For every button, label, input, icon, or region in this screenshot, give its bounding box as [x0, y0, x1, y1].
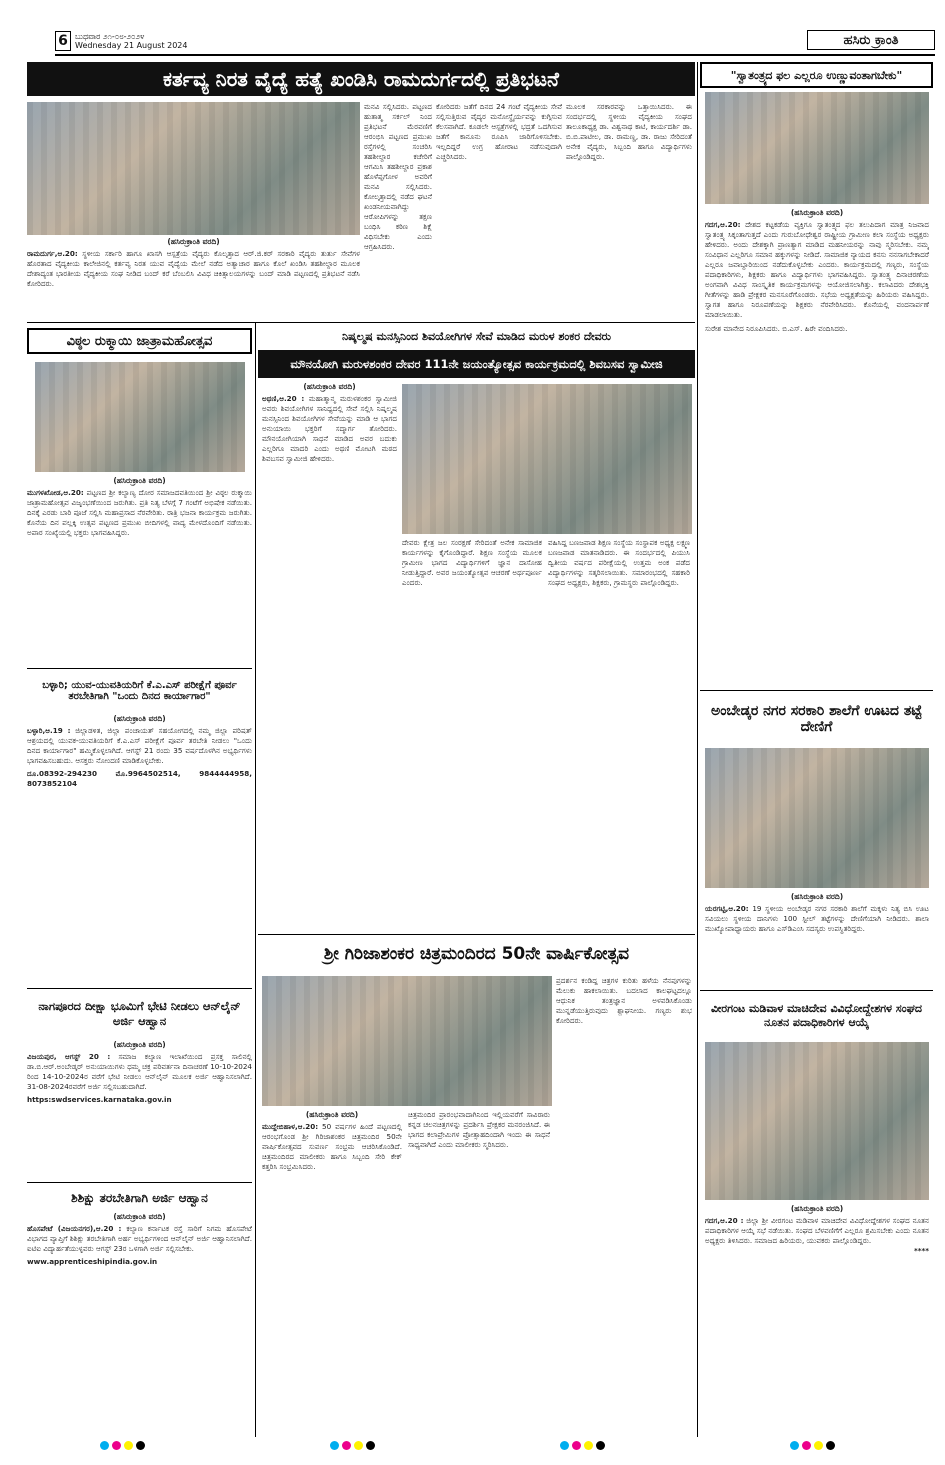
exam-dateline: ಬಳ್ಳಾರಿ,ಆ.19 :	[27, 726, 71, 735]
magenta-mark	[802, 1441, 811, 1450]
shiva-text-col2	[402, 538, 542, 930]
magenta-mark	[342, 1441, 351, 1450]
cyan-mark	[100, 1441, 109, 1450]
exam-headline: ಬಳ್ಳಾರಿ; ಯುವ-ಯುವತಿಯರಿಗೆ ಕೆ.ಎ.ಎಸ್ ಪರೀಕ್ಷೆಗೆ ಪೂರ್ವ ತರಬೇತಿಗಾಗಿ "ಒಂದು ದಿನದ ಕಾರ್ಯಾಗಾರ"	[42, 680, 237, 702]
section-rule-5	[258, 934, 695, 935]
online-body: ಸಮಾಜ ಕಲ್ಯಾಣ ಇಲಾಖೆಯಿಂದ ಪ್ರಸಕ್ತ ಸಾಲಿನಲ್ಲಿ ಡಾ.ಬಿ.ಆರ್.ಅಂಬೇಡ್ಕರ್ ಅನುಯಾಯಿಗಳು ಧಮ್ಮ ಚಕ್ರ ಪರಿವರ್ತನಾ ದಿನಾಚರಣೆ 10-10-2024 ರಿಂದ 14-10-2024ರ ವರೆಗೆ ಭೇಟಿ ನೀಡಲು ಆನ್‌ಲೈನ್ ಮೂಲಕ ಅರ್ಜಿ ಆಹ್ವಾನಿಸಲಾಗಿದೆ. 31-08-2024ರವರೆಗೆ ಅರ್ಜಿ ಸಲ್ಲಿಸಬಹುದಾಗಿದೆ.	[27, 1052, 252, 1091]
lead-text-col2	[364, 102, 432, 318]
online-dateline: ವಿಜಯಪುರ, ಆಗಸ್ಟ್ 20 :	[27, 1052, 111, 1061]
registration-marks-mid-left	[330, 1441, 375, 1450]
magenta-mark	[572, 1441, 581, 1450]
lead-photo	[27, 102, 360, 235]
yellow-mark	[584, 1441, 593, 1450]
registration-marks-left	[100, 1441, 145, 1450]
shiva-kicker: ನಿಷ್ಕಲ್ಮಷ ಮನಸ್ಸಿನಿಂದ ಶಿವಯೋಗಿಗಳ ಸೇವೆ ಮಾಡಿದ ಮರುಳ ಶಂಕರ ದೇವರು	[341, 330, 611, 343]
vittala-text	[27, 476, 252, 666]
yellow-mark	[814, 1441, 823, 1450]
header-rule	[55, 54, 935, 56]
date-kannada: ಬುಧವಾರ ೨೧-೦೮-೨೦೨೪	[75, 32, 145, 41]
lead-text-col3	[436, 102, 562, 318]
right-top-dateline: ಗದಗ,ಆ.20:	[705, 220, 741, 229]
training-headline: ಶಿಶಿಕ್ಷು ತರಬೇತಿಗಾಗಿ ಅರ್ಜಿ ಆಹ್ವಾನ	[71, 1190, 208, 1205]
cyan-mark	[790, 1441, 799, 1450]
ambedkar-dateline: ಯರಗಟ್ಟಿ,ಆ.20:	[705, 904, 749, 913]
black-mark	[366, 1441, 375, 1450]
cinema-text-col3	[556, 976, 692, 1436]
online-url[interactable]: https:swdservices.karnataka.gov.in	[27, 1095, 172, 1104]
cinema-headline: ಶ್ರೀ ಗಿರಿಜಾಶಂಕರ ಚಿತ್ರಮಂದಿರದ 50ನೇ ವಾರ್ಷಿಕೋತ್ಸವ	[323, 944, 630, 964]
shiva-dateline: ಅಥಣಿ,ಆ.20 :	[262, 394, 305, 403]
section-rule-6	[700, 690, 933, 691]
training-body: ಕಲ್ಯಾಣ ಕರ್ನಾಟಕ ರಸ್ತೆ ಸಾರಿಗೆ ನಿಗಮ ಹೊಸಪೇಟೆ ವಿಭಾಗದ ವ್ಯಾಪ್ತಿಗೆ ಶಿಶಿಕ್ಷು ತರಬೇತಿಗಾಗಿ ಅರ್ಹ ಅಭ್ಯರ್ಥಿಗಳಿಂದ ಆನ್‌ಲೈನ್ ಅರ್ಜಿ ಆಹ್ವಾನಿಸಲಾಗಿದೆ. ಐಟಿಐ ವಿದ್ಯಾರ್ಹತೆಯುಳ್ಳವರು ಆಗಸ್ಟ್ 23ರ ಒಳಗಾಗಿ ಅರ್ಜಿ ಸಲ್ಲಿಸಬೇಕು.	[27, 1224, 252, 1253]
cinema-dateline: ಮುದ್ದೇಬಿಹಾಳ,ಆ.20:	[262, 1122, 319, 1131]
paper-name: ಹಸಿರು ಕ್ರಾಂತಿ	[807, 30, 935, 50]
vittala-dateline: ಮುಗಳಖೋಡ,ಆ.20:	[27, 488, 84, 497]
training-url[interactable]: www.apprenticeshipindia.gov.in	[27, 1257, 158, 1266]
training-byline: (ಹಸಿರುಕ್ರಾಂತಿ ವರದಿ)	[113, 1212, 166, 1221]
ambedkar-byline: (ಹಸಿರುಕ್ರಾಂತಿ ವರದಿ)	[790, 892, 844, 901]
society-body: ಜಿಲ್ಲಾ ಶ್ರೀ ವೀರಗಂಟ ಮಡಿವಾಳ ಮಾಚಿದೇವ ವಿವಿಧೋದ್ದೇಶಗಳ ಸಂಘದ ನೂತನ ಪದಾಧಿಕಾರಿಗಳ ಆಯ್ಕೆ ಸಭೆ ನಡೆಯಿತು. ಸಂಘದ ಬೆಳವಣಿಗೆಗೆ ಎಲ್ಲರೂ ಶ್ರಮಿಸಬೇಕು ಎಂದು ನೂತನ ಅಧ್ಯಕ್ಷರು ತಿಳಿಸಿದರು. ಸಮಾಜದ ಹಿರಿಯರು, ಯುವಕರು ಪಾಲ್ಗೊಂಡಿದ್ದರು.	[705, 1216, 929, 1245]
society-dateline: ಗದಗ,ಆ.20 :	[705, 1216, 744, 1225]
exam-text	[27, 714, 252, 986]
registration-marks-mid-right	[560, 1441, 605, 1450]
lead-body-3: ಕೋರಿದರು ಜತೆಗೆ ದಿನದ 24 ಗಂಟೆ ವೈದ್ಯಕೀಯ ಸೇವೆ ಸಲ್ಲಿಸುತ್ತಿರುವ ವೈದ್ಯರ ಮನೋಸ್ಥೈರ್ಯವನ್ನು ಕುಗ್ಗಿಸುವ ಕೆಲಸವಾಗಿದೆ. ಕೂಡಲೇ ಆಸ್ಪತ್ರೆಗಳಲ್ಲಿ ಭದ್ರತೆ ಒದಗಿಸುವ ಜತೆಗೆ ಕಾನೂನು ರೂಪಿಸಿ ಜಾರಿಗೊಳಿಸಬೇಕು. ಇಲ್ಲದಿದ್ದರೆ ಉಗ್ರ ಹೋರಾಟ ನಡೆಸುವುದಾಗಿ ಎಚ್ಚರಿಸಿದರು.	[436, 102, 562, 161]
section-rule-2	[27, 668, 252, 669]
vittala-body: ಪಟ್ಟಣದ ಶ್ರೀ ಕಲ್ಯಾಣ್ಯ ದೋರ ಸಮಾಜದವತಿಯಿಂದ ಶ್ರೀ ವಿಠ್ಠಲ ರುಕ್ಮಾಯಿ ಜಾತ್ರಾಮಹೋತ್ಸವ ವಿಜೃಂಭಣೆಯಿಂದ ಜರುಗಿತು. ಪ್ರತಿ ನಿತ್ಯ ಬೆಳಗ್ಗೆ 7 ಗಂಟೆಗೆ ಅಭಿಷೇಕ ನಡೆಯಿತು. ದಿನಕ್ಕೆ ಎರಡು ಬಾರಿ ಪೂಜೆ ಸಲ್ಲಿಸಿ ಮಹಾಪ್ರಸಾದ ನೆರವೇರಿತು. ರಾತ್ರಿ ಭಜನಾ ಕಾರ್ಯಕ್ರಮ ಜರುಗಿತು. ಕೊನೆಯ ದಿನ ಪಲ್ಲಕ್ಕಿ ಉತ್ಸವ ಪಟ್ಟಣದ ಪ್ರಮುಖ ಬೀದಿಗಳಲ್ಲಿ ವಾದ್ಯ ಮೇಳದೊಂದಿಗೆ ನಡೆಯಿತು. ಅಪಾರ ಸಂಖ್ಯೆಯಲ್ಲಿ ಭಕ್ತರು ಭಾಗವಹಿಸಿದ್ದರು.	[27, 488, 252, 537]
lead-dateline: ರಾಮದುರ್ಗ,ಆ.20:	[27, 249, 78, 258]
lead-text-left	[27, 237, 360, 319]
society-text	[705, 1204, 929, 1434]
ambedkar-headline: ಅಂಬೇಡ್ಕರ ನಗರ ಸರಕಾರಿ ಶಾಲೆಗೆ ಊಟದ ತಟ್ಟೆ ದೇಣಿಗೆ	[710, 703, 922, 735]
right-top-headline: "ಸ್ವಾತಂತ್ರ್ಯದ ಫಲ ಎಲ್ಲರೂ ಉಣ್ಣುವಂತಾಗಬೇಕು"	[700, 62, 933, 88]
training-text	[27, 1212, 252, 1434]
date-english: Wednesday 21 August 2024	[75, 41, 188, 50]
shiva-text-col1	[262, 382, 397, 852]
lead-body-2: ಮನವಿ ಸಲ್ಲಿಸಿದರು. ಪಟ್ಟಣದ ಹುತಾತ್ಮ ಸರ್ಕಲ್ ನಿಂದ ಪ್ರತಿಭಟನೆ ಮೆರವಣಿಗೆ ಆರಂಭಿಸಿ ಪಟ್ಟಣದ ಪ್ರಮುಖ ರಸ್ತೆಗಳಲ್ಲಿ ಸಂಚರಿಸಿ ತಹಶೀಲ್ದಾರ ಕಚೇರಿಗೆ ಆಗಮಿಸಿ ತಹಶೀಲ್ದಾರ ಪ್ರಕಾಶ ಹೊಳೆಪ್ಪಗೋಳ ಅವರಿಗೆ ಮನವಿ ಸಲ್ಲಿಸಿದರು. ಕೋಲ್ಕತ್ತಾದಲ್ಲಿ ನಡೆದ ಘಟನೆ ಖಂಡನೀಯವಾಗಿದ್ದು ಆರೋಪಿಗಳನ್ನು ತಕ್ಷಣ ಬಂಧಿಸಿ ಕಠಿಣ ಶಿಕ್ಷೆ ವಿಧಿಸಬೇಕು ಎಂದು ಆಗ್ರಹಿಸಿದರು.	[364, 102, 432, 251]
cinema-text-col2	[408, 1110, 550, 1435]
cinema-body-2: ಚಿತ್ರಮಂದಿರ ಪ್ರಾರಂಭವಾದಾಗಿನಿಂದ ಇಲ್ಲಿಯವರೆಗೆ ಸಾವಿರಾರು ಕನ್ನಡ ಚಲನಚಿತ್ರಗಳನ್ನು ಪ್ರದರ್ಶಿಸಿ ಪ್ರೇಕ್ಷಕರ ಮನರಂಜಿಸಿದೆ. ಈ ಭಾಗದ ಕಲಾಪ್ರೇಮಿಗಳ ಪ್ರೋತ್ಸಾಹದಿಂದಾಗಿ ಇಂದು ಈ ಸಾಧನೆ ಸಾಧ್ಯವಾಗಿದೆ ಎಂದು ಮಾಲೀಕರು ಸ್ಮರಿಸಿದರು.	[408, 1110, 550, 1149]
left-column-rule	[255, 322, 256, 1437]
vittala-photo	[35, 362, 245, 472]
cinema-photo	[262, 976, 552, 1106]
lead-headline: ಕರ್ತವ್ಯ ನಿರತ ವೈದ್ಯೆ ಹತ್ಯೆ ಖಂಡಿಸಿ ರಾಮದುರ್ಗದಲ್ಲಿ ಪ್ರತಿಭಟನೆ	[27, 62, 695, 96]
cyan-mark	[560, 1441, 569, 1450]
date-line	[75, 32, 275, 50]
online-headline: ನಾಗಪೂರದ ದೀಕ್ಷಾ ಭೂಮಿಗೆ ಭೇಟಿ ನೀಡಲು ಆನ್‌ಲೈನ್ ಅರ್ಜಿ ಆಹ್ವಾನ	[38, 999, 241, 1028]
right-top-footer: ಸುರೇಶ ಮಾನೇದ ನಿರೂಪಿಸಿದರು. ಬಿ.ಎಸ್. ಹಿರೇ ವಂದಿಸಿದರು.	[705, 324, 848, 333]
training-dateline: ಹೊಸಪೇಟೆ (ವಿಜಯನಗರ),ಆ.20 :	[27, 1224, 122, 1233]
online-text	[27, 1040, 252, 1178]
shiva-text-col3	[548, 538, 690, 930]
shiva-photo	[402, 384, 692, 534]
black-mark	[136, 1441, 145, 1450]
right-top-byline: (ಹಸಿರುಕ್ರಾಂತಿ ವರದಿ)	[790, 208, 844, 217]
cinema-body-3: ಪ್ರದರ್ಶನ ಕಂಡಿದ್ದ ಚಿತ್ರಗಳ ಕುರಿತು ಹಳೆಯ ನೆನಪುಗಳನ್ನು ಮೆಲುಕು ಹಾಕಲಾಯಿತು. ಬದಲಾದ ಕಾಲಘಟ್ಟದಲ್ಲೂ ಆಧುನಿಕ ತಂತ್ರಜ್ಞಾನ ಅಳವಡಿಸಿಕೊಂಡು ಮುನ್ನಡೆಯುತ್ತಿರುವುದು ಶ್ಲಾಘನೀಯ. ಗಣ್ಯರು ಶುಭ ಕೋರಿದರು.	[556, 976, 692, 1025]
right-column-rule	[697, 62, 698, 1437]
cinema-byline: (ಹಸಿರುಕ್ರಾಂತಿ ವರದಿ)	[305, 1110, 359, 1119]
cyan-mark	[330, 1441, 339, 1450]
right-top-photo	[705, 92, 929, 204]
cinema-body-1: 50 ವರ್ಷಗಳ ಹಿಂದೆ ಪಟ್ಟಣದಲ್ಲಿ ಆರಂಭಗೊಂಡ ಶ್ರೀ ಗಿರಿಜಾಶಂಕರ ಚಿತ್ರಮಂದಿರ 50ನೇ ವಾರ್ಷಿಕೋತ್ಸವದ ಸುವರ್ಣ ಸಂಭ್ರಮ ಆಚರಿಸಿಕೊಂಡಿದೆ. ಚಿತ್ರಮಂದಿರದ ಮಾಲೀಕರು ಹಾಗೂ ಸಿಬ್ಬಂದಿ ಸೇರಿ ಕೇಕ್ ಕತ್ತರಿಸಿ ಸಂಭ್ರಮಿಸಿದರು.	[262, 1122, 402, 1171]
society-headline: ವೀರಗಂಟ ಮಡಿವಾಳ ಮಾಚಿದೇವ ವಿವಿಧೋದ್ದೇಶಗಳ ಸಂಘದ ನೂತನ ಪದಾಧಿಕಾರಿಗಳ ಆಯ್ಕೆ	[711, 1002, 922, 1029]
exam-body: ಜಿಲ್ಲಾಡಳಿತ, ಜಿಲ್ಲಾ ಪಂಚಾಯತ್ ಸಹಯೋಗದಲ್ಲಿ ನಮ್ಮ ಜಿಲ್ಲಾ ಪರಿಷತ್ ಆಶ್ರಯದಲ್ಲಿ ಯುವಕ-ಯುವತಿಯರಿಗೆ ಕೆ.ಎ.ಎಸ್ ಪರೀಕ್ಷೆಗೆ ಪೂರ್ವ ತರಬೇತಿ ನೀಡಲು "ಒಂದು ದಿನದ ಕಾರ್ಯಾಗಾರ" ಹಮ್ಮಿಕೊಳ್ಳಲಾಗಿದೆ. ಆಗಸ್ಟ್ 21 ರಂದು 35 ವರ್ಷದೊಳಗಿನ ಅಭ್ಯರ್ಥಿಗಳು ಭಾಗವಹಿಸಬಹುದು. ಆಸಕ್ತರು ನೋಂದಣಿ ಮಾಡಿಕೊಳ್ಳಬೇಕು.	[27, 726, 252, 765]
society-byline: (ಹಸಿರುಕ್ರಾಂತಿ ವರದಿ)	[790, 1204, 844, 1213]
magenta-mark	[112, 1441, 121, 1450]
shiva-byline: (ಹಸಿರುಕ್ರಾಂತಿ ವರದಿ)	[303, 382, 356, 391]
section-rule-4	[27, 1182, 252, 1183]
black-mark	[596, 1441, 605, 1450]
page-header	[55, 30, 935, 52]
section-rule-7	[700, 990, 933, 991]
lead-byline: (ಹಸಿರುಕ್ರಾಂತಿ ವರದಿ)	[167, 237, 220, 246]
cinema-text-col1	[262, 1110, 402, 1435]
vittala-byline: (ಹಸಿರುಕ್ರಾಂತಿ ವರದಿ)	[113, 476, 166, 485]
right-top-body: ದೇಶದ ಕಟ್ಟಕಡೆಯ ವ್ಯಕ್ತಿಗೂ ಸ್ವಾತಂತ್ರ್ಯದ ಫಲ ತಲುಪಿದಾಗ ಮಾತ್ರ ನಿಜವಾದ ಸ್ವಾತಂತ್ರ್ಯ ಸಿಕ್ಕಂತಾಗುತ್ತದೆ ಎಂದು ಗುರುಬೋಧೇಶ್ವರ ರಾಷ್ಟ್ರೀಯ ಗ್ರಾಮೀಣ ಕಲಾ ಸಂಸ್ಥೆಯ ಅಧ್ಯಕ್ಷರು ಹೇಳಿದರು. ಅಂದು ದೇಶಕ್ಕಾಗಿ ಪ್ರಾಣತ್ಯಾಗ ಮಾಡಿದ ಮಹನೀಯರನ್ನು ನಾವು ಸ್ಮರಿಸಬೇಕು. ನಮ್ಮ ಸಂವಿಧಾನ ಎಲ್ಲರಿಗೂ ಸಮಾನ ಹಕ್ಕುಗಳನ್ನು ನೀಡಿದೆ. ಸಾಮಾಜಿಕ ನ್ಯಾಯದ ಕನಸು ನನಸಾಗಬೇಕಾದರೆ ಎಲ್ಲರೂ ಜವಾಬ್ದಾರಿಯಿಂದ ನಡೆದುಕೊಳ್ಳಬೇಕು ಎಂದರು. ಕಾರ್ಯಕ್ರಮದಲ್ಲಿ ಗಣ್ಯರು, ಸಂಸ್ಥೆಯ ಪದಾಧಿಕಾರಿಗಳು, ಶಿಕ್ಷಕರು ಹಾಗೂ ವಿದ್ಯಾರ್ಥಿಗಳು ಭಾಗವಹಿಸಿದ್ದರು. ಸ್ವಾತಂತ್ರ್ಯ ದಿನಾಚರಣೆಯ ಅಂಗವಾಗಿ ವಿವಿಧ ಸಾಂಸ್ಕೃತಿಕ ಕಾರ್ಯಕ್ರಮಗಳನ್ನು ಆಯೋಜಿಸಲಾಗಿತ್ತು. ಕಲಾವಿದರು ದೇಶಭಕ್ತಿ ಗೀತೆಗಳನ್ನು ಹಾಡಿ ಪ್ರೇಕ್ಷಕರ ಮನಸೂರೆಗೊಂಡರು. ಸಭೆಯ ಅಧ್ಯಕ್ಷತೆಯನ್ನು ಹಿರಿಯರು ವಹಿಸಿದ್ದರು. ಸ್ವಾಗತ ಹಾಗೂ ನಿರೂಪಣೆಯನ್ನು ಶಿಕ್ಷಕರು ನೆರವೇರಿಸಿದರು. ಕೊನೆಯಲ್ಲಿ ವಂದನಾರ್ಪಣೆ ಮಾಡಲಾಯಿತು.	[705, 220, 929, 319]
ambedkar-body: 19 ಸ್ಥಳೀಯ ಅಂಬೇಡ್ಕರ ನಗರ ಸರಕಾರಿ ಶಾಲೆಗೆ ಮಕ್ಕಳು ನಿತ್ಯ ಬಿಸಿ ಊಟ ಸವಿಯಲು ಸ್ಥಳೀಯ ದಾನಿಗಳು 100 ಸ್ಟೀಲ್ ತಟ್ಟೆಗಳನ್ನು ದೇಣಿಗೆಯಾಗಿ ನೀಡಿದರು. ಶಾಲಾ ಮುಖ್ಯೋಪಾಧ್ಯಾಯರು ಹಾಗೂ ಎಸ್‌ಡಿಎಂಸಿ ಸದಸ್ಯರು ಉಪಸ್ಥಿತರಿದ್ದರು.	[705, 904, 929, 933]
yellow-mark	[124, 1441, 133, 1450]
ambedkar-text	[705, 892, 929, 986]
lead-text-col4	[566, 102, 692, 318]
page-number: 6	[55, 31, 71, 51]
exam-phone: ದೂ.08392-294230 ಮೊ.9964502514, 9844444958, 8073852104	[27, 769, 252, 788]
section-rule-1	[27, 322, 695, 323]
shiva-body-2: ದೇವರು ಕ್ಷೇತ್ರ ಜಲ ಸಂರಕ್ಷಣೆ ಸೇರಿದಂತೆ ಅನೇಕ ಸಾಮಾಜಿಕ ಕಾರ್ಯಗಳನ್ನು ಕೈಗೊಂಡಿದ್ದಾರೆ. ಶಿಕ್ಷಣ ಸಂಸ್ಥೆಯ ಮೂಲಕ ಗ್ರಾಮೀಣ ಭಾಗದ ವಿದ್ಯಾರ್ಥಿಗಳಿಗೆ ಜ್ಞಾನ ದಾಸೋಹ ನೀಡುತ್ತಿದ್ದಾರೆ. ಅವರ ಜಯಂತ್ಯೋತ್ಸವ ಆಚರಣೆ ಅರ್ಥಪೂರ್ಣ ಎಂದರು.	[402, 538, 542, 587]
online-byline: (ಹಸಿರುಕ್ರಾಂತಿ ವರದಿ)	[113, 1040, 166, 1049]
exam-byline: (ಹಸಿರುಕ್ರಾಂತಿ ವರದಿ)	[113, 714, 166, 723]
society-photo	[705, 1042, 929, 1200]
lead-body-1: ಸ್ಥಳೀಯ ಸರ್ಕಾರಿ ಹಾಗೂ ಖಾಸಗಿ ಆಸ್ಪತ್ರೆಯ ವೈದ್ಯರು ಕೊಲ್ಕತ್ತಾದ ಆರ್.ಜಿ.ಕರ್ ಸರಕಾರಿ ವೈದ್ಯರು ತುರ್ತು ಸೇವೆಗಳ ಹೊರತಾದ ವೈದ್ಯಕೀಯ ಕಾಲೇಜಿನಲ್ಲಿ ಕರ್ತವ್ಯ ನಿರತ ಯುವ ವೈದ್ಯೆಯ ಮೇಲೆ ನಡೆದ ಅತ್ಯಾಚಾರ ಹಾಗೂ ಕೊಲೆ ಖಂಡಿಸಿ ತಹಶೀಲ್ದಾರ ಮೂಲಕ ದೇಶಾದ್ಯಂತ ಭಾರತೀಯ ವೈದ್ಯಕೀಯ ಸಂಘ ನೀಡಿದ ಬಂದ್ ಕರೆ ಬೆಂಬಲಿಸಿ ವಿವಿಧ ಚಿಕಿತ್ಸಾಲಯಗಳನ್ನು ಬಂದ್ ಮಾಡಿ ಪಟ್ಟಣದಲ್ಲಿ ಪ್ರತಿಭಟನೆ ನಡೆಸಿ ಕೋರಿದರು.	[27, 249, 360, 288]
end-stars: ****	[913, 1246, 929, 1255]
yellow-mark	[354, 1441, 363, 1450]
ambedkar-photo	[705, 748, 929, 888]
right-top-text	[705, 208, 929, 688]
shiva-body-1: ಮಹಾತ್ಮಾನ್ಮ ಮರುಳಶಂಕರ ಸ್ವಾಮೀಜಿ ಅವರು ಶಿವಯೋಗಿಗಳ ಸಾನಿಧ್ಯದಲ್ಲಿ ಸೇವೆ ಸಲ್ಲಿಸಿ ನಿಷ್ಕಲ್ಮಷ ಮನಸ್ಸಿನಿಂದ ಶಿವಯೋಗಿಗಳ ಸೇವೆಯನ್ನು ಮಾಡಿ ಆ ಭಾಗದ ಅನುಯಾಯಿ ಭಕ್ತರಿಗೆ ಸದ್ಮಾರ್ಗ ತೋರಿದರು. ಮೌನಯೋಗಿಯಾಗಿ ಸಾಧನೆ ಮಾಡಿದ ಅವರ ಬದುಕು ಎಲ್ಲರಿಗೂ ಮಾದರಿ ಎಂದು ಅಥಣಿ ಮೋಟಗಿ ಮಠದ ಶಿವಬಸವ ಸ್ವಾಮೀಜಿ ಹೇಳಿದರು.	[262, 394, 397, 463]
shiva-body-3: ವಹಿಸಿದ್ದ ಬಣಜವಾಡ ಶಿಕ್ಷಣ ಸಂಸ್ಥೆಯ ಸಂಸ್ಥಾಪಕ ಅಧ್ಯಕ್ಷ ಲಕ್ಷ್ಮಣ ಬಣಜವಾಡ ಮಾತನಾಡಿದರು. ಈ ಸಂದರ್ಭದಲ್ಲಿ ಪಿಯುಸಿ ದ್ವಿತೀಯ ವರ್ಷದ ಪರೀಕ್ಷೆಯಲ್ಲಿ ಉತ್ತಮ ಅಂಕ ಪಡೆದ ವಿದ್ಯಾರ್ಥಿಗಳನ್ನು ಸತ್ಕರಿಸಲಾಯಿತು. ಸಮಾರಂಭದಲ್ಲಿ ಸಹಕಾರಿ ಸಂಘದ ಅಧ್ಯಕ್ಷರು, ಶಿಕ್ಷಕರು, ಗ್ರಾಮಸ್ಥರು ಪಾಲ್ಗೊಂಡಿದ್ದರು.	[548, 538, 690, 587]
shiva-headline: ಮೌನಯೋಗಿ ಮರುಳಶಂಕರ ದೇವರ 111ನೇ ಜಯಂತ್ಯೋತ್ಸವ ಕಾರ್ಯಕ್ರಮದಲ್ಲಿ ಶಿವಬಸವ ಸ್ವಾಮೀಜಿ	[258, 350, 695, 378]
registration-marks-right	[790, 1441, 835, 1450]
vittala-headline: ವಿಠ್ಠಲ ರುಕ್ಮಾಯಿ ಜಾತ್ರಾಮಹೋತ್ಸವ	[27, 328, 252, 354]
lead-body-4: ಮೂಲಕ ಸರಕಾರವನ್ನು ಒತ್ತಾಯಿಸಿದರು. ಈ ಸಂದರ್ಭದಲ್ಲಿ ಸ್ಥಳೀಯ ವೈದ್ಯಕೀಯ ಸಂಘದ ತಾಲೂಕಾಧ್ಯಕ್ಷ ಡಾ. ವಿಶ್ವನಾಥ ಕಾಟಿ, ಕಾರ್ಯದರ್ಶಿ ಡಾ. ಬಿ.ಬಿ.ಪಾಟೀಲ, ಡಾ. ರಾಮಣ್ಣ, ಡಾ. ರಾಜು ಸೇರಿದಂತೆ ಅನೇಕ ವೈದ್ಯರು, ಸಿಬ್ಬಂದಿ ಹಾಗೂ ವಿದ್ಯಾರ್ಥಿಗಳು ಪಾಲ್ಗೊಂಡಿದ್ದರು.	[566, 102, 692, 161]
section-rule-3	[27, 988, 252, 989]
black-mark	[826, 1441, 835, 1450]
